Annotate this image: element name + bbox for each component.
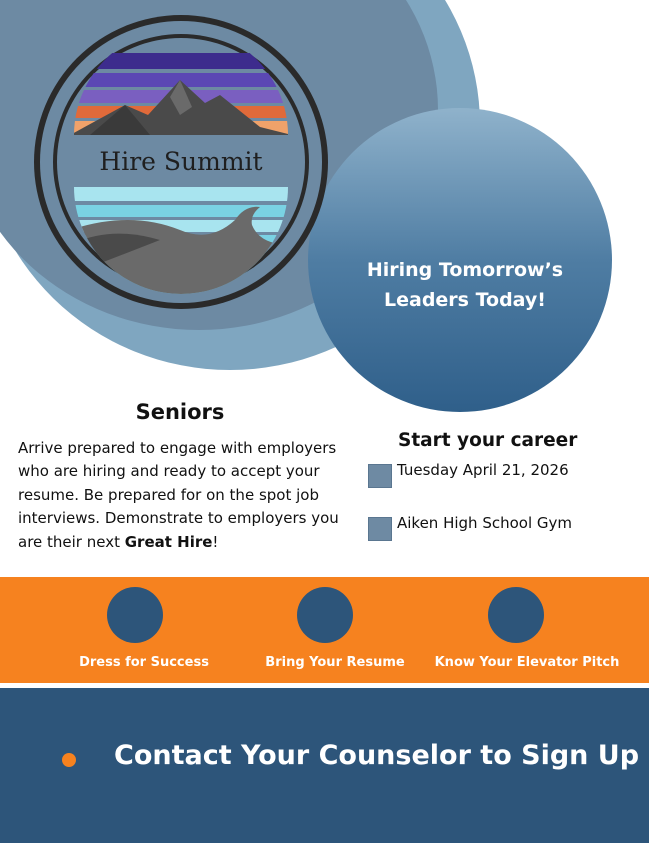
tip-label-resume: Bring Your Resume <box>265 655 405 670</box>
seniors-text-bold: Great Hire <box>124 532 213 551</box>
event-venue: Aiken High School Gym <box>397 514 573 532</box>
seniors-description <box>18 437 348 554</box>
tip-circle-pitch <box>488 587 544 643</box>
sunset-mountain-art <box>70 53 292 135</box>
venue-bullet-square <box>368 517 392 541</box>
career-title: Start your career <box>398 430 578 451</box>
tip-circle-resume <box>297 587 353 643</box>
seniors-text-main: Arrive prepared to engage with employers who are hiring and ready to accept your resume. Be prepared for on the spot job interviews. Demonstrate to employers you are their next <box>18 439 339 551</box>
cta-band <box>0 688 649 843</box>
tip-label-dress: Dress for Success <box>79 655 209 670</box>
tagline-line-1: Hiring Tomorrow’s <box>366 259 564 281</box>
tip-label-pitch: Know Your Elevator Pitch <box>434 655 620 670</box>
event-date: Tuesday April 21, 2026 <box>397 461 569 479</box>
seniors-title: Seniors <box>135 400 225 424</box>
date-bullet-square <box>368 464 392 488</box>
logo-text: Hire Summit <box>99 147 263 176</box>
tip-circle-dress <box>107 587 163 643</box>
seniors-text-end: ! <box>212 532 219 551</box>
cta-text: Contact Your Counselor to Sign Up <box>114 740 640 771</box>
tips-band <box>0 577 649 683</box>
tagline <box>330 255 600 315</box>
hire-summit-logo <box>30 15 332 309</box>
tagline-line-2: Leaders Today! <box>384 289 546 311</box>
cta-bullet <box>62 753 76 767</box>
